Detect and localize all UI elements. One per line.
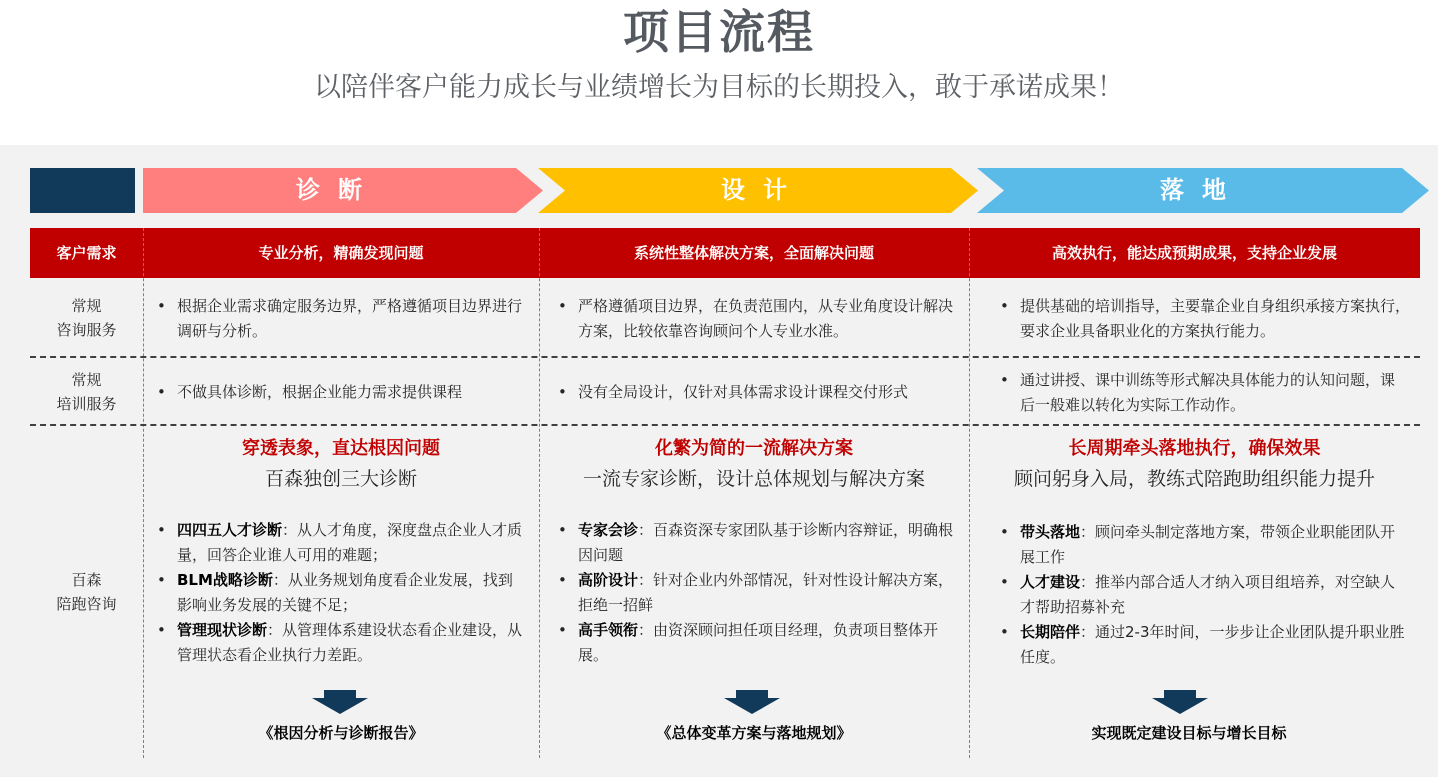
design-subline: 一流专家诊断，设计总体规划与解决方案: [582, 468, 925, 490]
design-headline: 化繁为简的一流解决方案: [655, 438, 853, 459]
list-item: • 专家会诊：百森资深专家团队基于诊断内容辩证，明确根因问题: [556, 518, 956, 568]
table-cell: • 提供基础的培训指导，主要靠企业自身组织承接方案执行，要求企业具备职业化的方案执行能力。: [998, 294, 1413, 344]
header-diagnose: 专业分析，精确发现问题: [258, 244, 424, 262]
list-item: • BLM战略诊断：从业务规划角度看企业发展，找到影响业务发展的关键不足；: [155, 568, 527, 618]
implement-result: 实现既定建设目标与增长目标: [1091, 724, 1287, 742]
row-label-training: 常规 培训服务: [56, 371, 117, 413]
list-item: • 高手领衔：由资深顾问担任项目经理，负责项目整体开展。: [556, 618, 956, 668]
header-customer-needs: 客户需求: [56, 244, 117, 262]
table-cell: • 严格遵循项目边界，在负责范围内，从专业角度设计解决方案，比较依靠咨询顾问个人专业水准。: [556, 294, 956, 344]
row-label-baisen: 百森 陪跑咨询: [56, 571, 117, 613]
diagnose-list: [155, 518, 527, 668]
table-header: [30, 228, 1420, 278]
down-arrow-icon: [722, 690, 782, 714]
diagnose-subline: 百森独创三大诊断: [264, 468, 417, 490]
table-cell: • 不做具体诊断，根据企业能力需求提供课程: [155, 380, 525, 405]
diagnose-result: 《根因分析与诊断报告》: [258, 724, 424, 742]
implement-list: [998, 520, 1410, 670]
down-arrow-icon: [1150, 690, 1210, 714]
header-design: 系统性整体解决方案，全面解决问题: [633, 244, 874, 262]
design-headline-block: [539, 434, 969, 494]
stage-row-marker: [30, 168, 135, 213]
design-result: 《总体变革方案与落地规划》: [656, 724, 852, 742]
stage-row: [0, 168, 1438, 213]
page-title: 项目流程: [623, 5, 815, 59]
stage-implement-label: 落地: [1160, 176, 1244, 204]
page-subtitle: 以陪伴客户能力成长与业绩增长为目标的长期投入，敢于承诺成果！: [314, 72, 1124, 103]
list-item: • 长期陪伴：通过2-3年时间，一步步让企业团队提升职业胜任度。: [998, 620, 1410, 670]
header-implement: 高效执行，能达成预期成果，支持企业发展: [1051, 244, 1337, 262]
row-divider: [30, 356, 1420, 358]
row-divider: [30, 424, 1420, 426]
list-item: • 带头落地：顾问牵头制定落地方案，带领企业职能团队开展工作: [998, 520, 1410, 570]
implement-subline: 顾问躬身入局，教练式陪跑助组织能力提升: [1013, 468, 1375, 490]
row-label-consulting: 常规 咨询服务: [56, 297, 117, 339]
list-item: • 四四五人才诊断：从人才角度，深度盘点企业人才质量，回答企业谁人可用的难题；: [155, 518, 527, 568]
table-cell: • 没有全局设计，仅针对具体需求设计课程交付形式: [556, 380, 956, 405]
implement-headline: 长周期牵头落地执行，确保效果: [1068, 438, 1321, 459]
down-arrow-icon: [310, 690, 370, 714]
list-item: • 管理现状诊断：从管理体系建设状态看企业建设，从管理状态看企业执行力差距。: [155, 618, 527, 668]
table-cell: • 根据企业需求确定服务边界，严格遵循项目边界进行调研与分析。: [155, 294, 525, 344]
stage-diagnose-label: 诊断: [296, 176, 380, 204]
table-cell: • 通过讲授、课中训练等形式解决具体能力的认知问题，课后一般难以转化为实际工作动作。: [998, 368, 1398, 418]
design-list: [556, 518, 956, 668]
implement-headline-block: [969, 434, 1420, 494]
stage-design-label: 设计: [721, 176, 805, 204]
diagnose-headline: 穿透表象，直达根因问题: [242, 438, 440, 459]
list-item: • 人才建设：推举内部合适人才纳入项目组培养，对空缺人才帮助招募补充: [998, 570, 1410, 620]
diagnose-headline-block: [143, 434, 539, 494]
list-item: • 高阶设计：针对企业内外部情况，针对性设计解决方案，拒绝一招鲜: [556, 568, 956, 618]
